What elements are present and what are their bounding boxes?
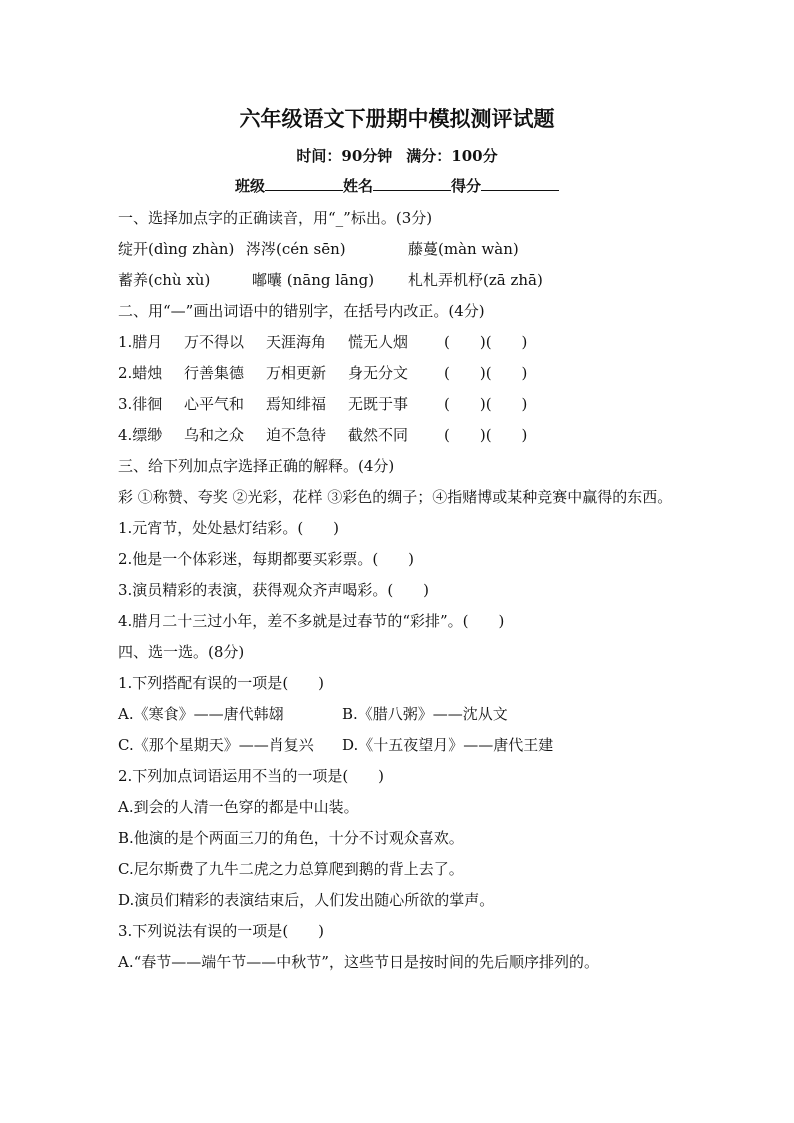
- word[interactable]: 1.腊月: [118, 333, 163, 351]
- option[interactable]: B.《腊八粥》——沈从文: [342, 705, 508, 723]
- section-2-row: [118, 420, 678, 451]
- class-blank[interactable]: [265, 176, 343, 191]
- grade-blank[interactable]: [481, 176, 559, 191]
- word[interactable]: 焉知绯福: [266, 395, 327, 413]
- section-3-definitions: 彩 ①称赞、夸奖 ②光彩，花样 ③彩色的绸子；④指赌博或某种竞赛中赢得的东西。: [118, 488, 673, 506]
- question-2[interactable]: 2.下列加点词语运用不当的一项是( ): [118, 767, 385, 785]
- word[interactable]: 无既于事: [348, 395, 409, 413]
- section-2-row: [118, 389, 678, 420]
- word[interactable]: 2.蜡烛: [118, 364, 163, 382]
- section-3-heading: 三、给下列加点字选择正确的解释。(4分): [118, 457, 395, 475]
- section-1-heading: 一、选择加点字的正确读音，用“_”标出。(3分): [118, 209, 433, 227]
- section-3-item[interactable]: 4.腊月二十三过小年，差不多就是过春节的“彩排”。( ): [118, 612, 505, 630]
- student-info-fields: [0, 175, 794, 196]
- section-4-heading: 四、选一选。(8分): [118, 643, 245, 661]
- word[interactable]: 身无分文: [348, 364, 409, 382]
- answer-parentheses[interactable]: ( )( ): [444, 395, 528, 413]
- grade-label: 得分: [451, 177, 482, 195]
- section-3-item[interactable]: 3.演员精彩的表演，获得观众齐声喝彩。( ): [118, 581, 430, 599]
- word[interactable]: 万不得以: [184, 333, 245, 351]
- pinyin-item[interactable]: 札札弄机杼(zā zhā): [408, 271, 543, 289]
- word[interactable]: 截然不同: [348, 426, 409, 444]
- word[interactable]: 3.徘徊: [118, 395, 163, 413]
- word[interactable]: 慌无人烟: [348, 333, 409, 351]
- option[interactable]: A.《寒食》——唐代韩翃: [118, 705, 284, 723]
- answer-parentheses[interactable]: ( )( ): [444, 364, 528, 382]
- question-3[interactable]: 3.下列说法有误的一项是( ): [118, 922, 325, 940]
- section-2-heading: 二、用“—”画出词语中的错别字，在括号内改正。(4分): [118, 302, 485, 320]
- option[interactable]: C.《那个星期天》——肖复兴: [118, 736, 314, 754]
- option[interactable]: B.他演的是个两面三刀的角色，十分不讨观众喜欢。: [118, 829, 464, 847]
- section-1-row-2: [118, 265, 678, 296]
- pinyin-item[interactable]: 绽开(dìng zhàn): [118, 240, 235, 258]
- option[interactable]: D.演员们精彩的表演结束后，人们发出随心所欲的掌声。: [118, 891, 495, 909]
- answer-parentheses[interactable]: ( )( ): [444, 426, 528, 444]
- time-limit: 时间：90分钟: [296, 147, 393, 165]
- section-3-item[interactable]: 2.他是一个体彩迷，每期都要买彩票。( ): [118, 550, 415, 568]
- section-2-row: [118, 358, 678, 389]
- section-3-item[interactable]: 1.元宵节，处处悬灯结彩。( ): [118, 519, 340, 537]
- option[interactable]: A.“春节——端午节——中秋节”，这些节日是按时间的先后顺序排列的。: [118, 953, 599, 971]
- option[interactable]: D.《十五夜望月》——唐代王建: [342, 736, 554, 754]
- exam-content: [118, 203, 678, 978]
- question-1[interactable]: 1.下列搭配有误的一项是( ): [118, 674, 325, 692]
- answer-parentheses[interactable]: ( )( ): [444, 333, 528, 351]
- question-1-options-row: [118, 730, 678, 761]
- word[interactable]: 乌和之众: [184, 426, 245, 444]
- word[interactable]: 迫不急待: [266, 426, 327, 444]
- word[interactable]: 4.缥缈: [118, 426, 163, 444]
- option[interactable]: C.尼尔斯费了九牛二虎之力总算爬到鹅的背上去了。: [118, 860, 464, 878]
- word[interactable]: 天涯海角: [266, 333, 327, 351]
- word[interactable]: 行善集德: [184, 364, 245, 382]
- exam-title: 六年级语文下册期中模拟测评试题: [239, 106, 555, 131]
- pinyin-item[interactable]: 嘟囔 (nāng lāng): [252, 271, 375, 289]
- pinyin-item[interactable]: 藤蔓(màn wàn): [408, 240, 519, 258]
- name-blank[interactable]: [373, 176, 451, 191]
- question-1-options-row: [118, 699, 678, 730]
- option[interactable]: A.到会的人清一色穿的都是中山装。: [118, 798, 359, 816]
- word[interactable]: 万相更新: [266, 364, 327, 382]
- class-label: 班级: [234, 177, 265, 195]
- pinyin-item[interactable]: 涔涔(cén sēn): [246, 240, 346, 258]
- section-2-row: [118, 327, 678, 358]
- pinyin-item[interactable]: 蓄养(chù xù): [118, 271, 211, 289]
- name-label: 姓名: [342, 177, 373, 195]
- section-1-row-1: [118, 234, 678, 265]
- exam-meta: [0, 145, 794, 166]
- word[interactable]: 心平气和: [184, 395, 245, 413]
- full-score: 满分：100分: [406, 147, 498, 165]
